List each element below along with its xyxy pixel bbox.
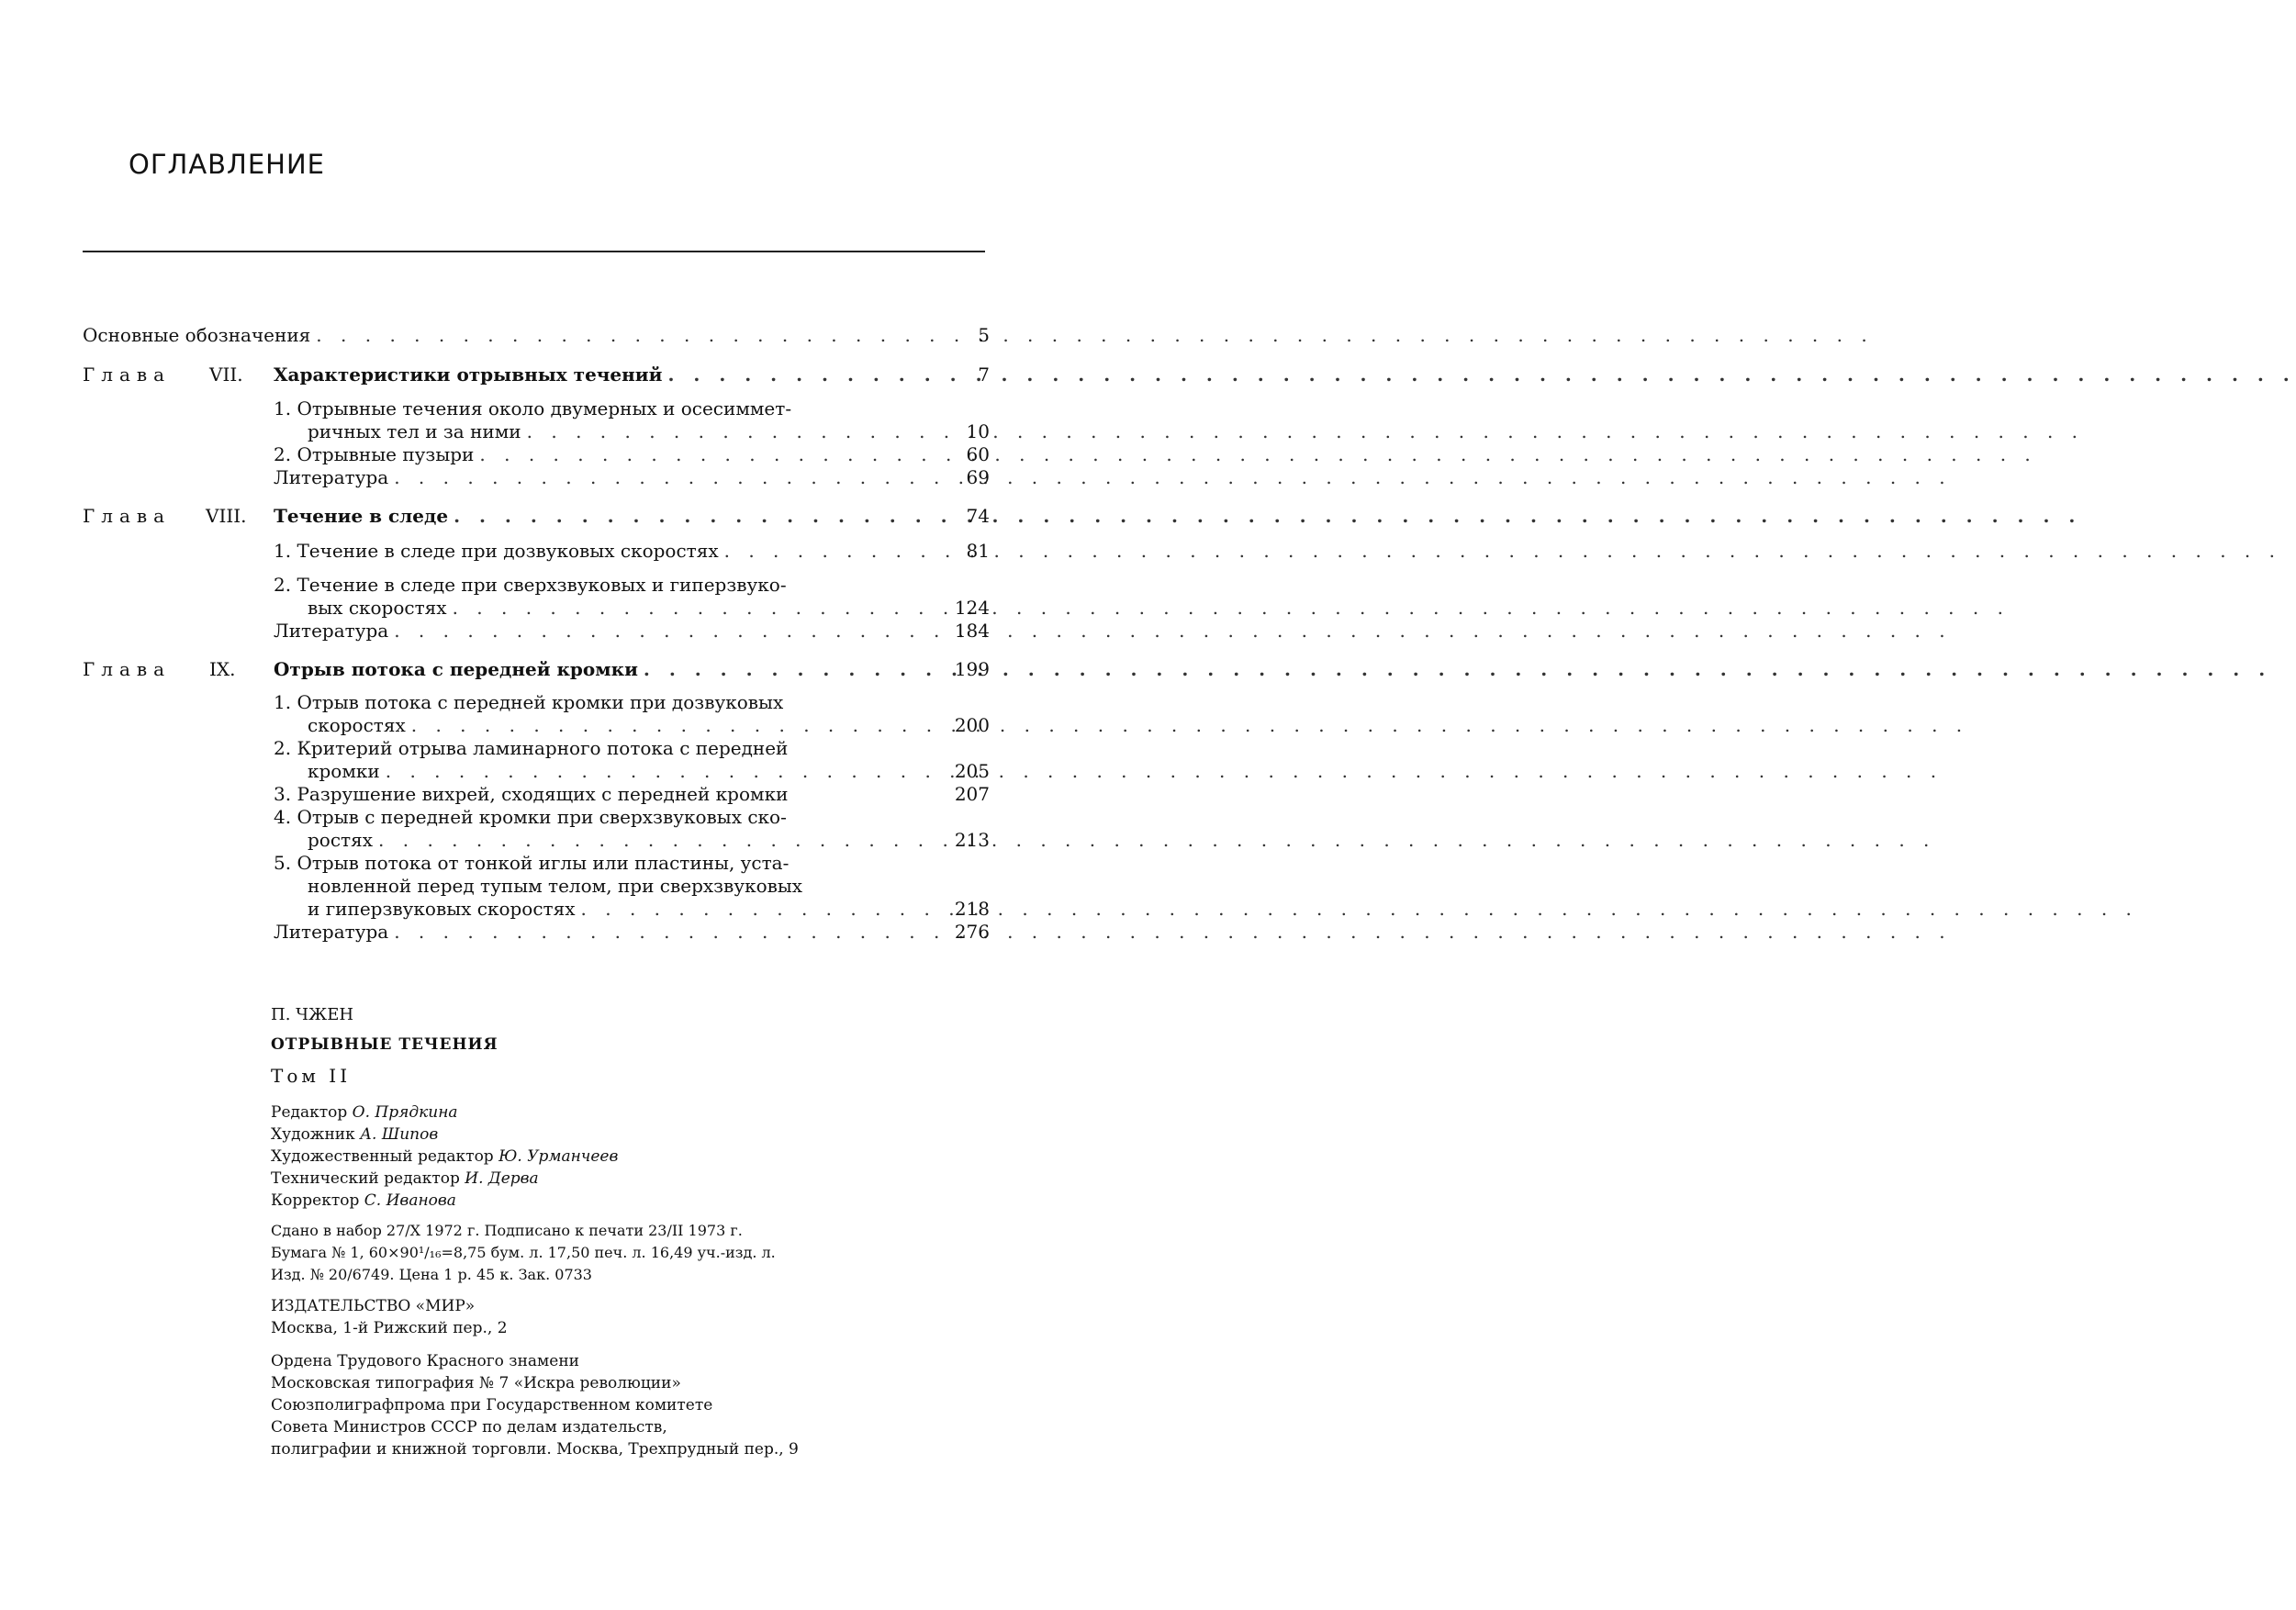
- leader-dots: [581, 898, 2138, 921]
- toc-entry[interactable]: [308, 898, 909, 921]
- credit-name: Ю. Урманчеев: [498, 1147, 619, 1166]
- chapter-prefix: Глава: [83, 658, 172, 680]
- toc-page-number: 124: [954, 597, 990, 619]
- toc-page-number: 60: [966, 443, 990, 465]
- toc-page-number: 276: [954, 921, 990, 943]
- toc-page-number: 10: [966, 420, 990, 442]
- chapter-title: Течение в следе: [274, 505, 449, 527]
- toc-entry[interactable]: [308, 714, 909, 737]
- credit-tech-editor: [271, 1168, 539, 1189]
- printer-line: Ордена Трудового Красного знамени: [271, 1352, 579, 1370]
- toc-entry-label: вых скоростях: [308, 597, 447, 619]
- leader-dots: [378, 829, 1935, 852]
- leader-dots: [454, 505, 2081, 528]
- toc-entry[interactable]: [274, 540, 909, 563]
- printer-line: Московская типография № 7 «Искра революции»: [271, 1374, 681, 1392]
- toc-chapter-ix[interactable]: [274, 658, 909, 681]
- credit-role: Редактор: [271, 1103, 348, 1122]
- printer-line: полиграфии и книжной торговли. Москва, Трехпрудный пер., 9: [271, 1440, 799, 1459]
- credit-role: Корректор: [271, 1191, 360, 1210]
- toc-entry-intro[interactable]: [83, 324, 909, 347]
- credit-name: О. Прядкина: [352, 1103, 458, 1122]
- toc-entry-label: 2. Отрывные пузыри: [274, 443, 475, 465]
- toc-entry-label: и гиперзвуковых скоростях: [308, 898, 576, 920]
- toc-entry-label: скоростях: [308, 714, 406, 736]
- toc-page-number: 81: [966, 540, 990, 562]
- toc-page-number: 69: [966, 466, 990, 488]
- leader-dots: [394, 620, 1951, 643]
- toc-page-number: 205: [954, 760, 990, 782]
- toc-page-number: 199: [954, 658, 990, 680]
- credit-artist: [271, 1124, 438, 1145]
- toc-entry[interactable]: [308, 760, 909, 783]
- chapter-number: IX.: [209, 658, 236, 680]
- chapter-title: Характеристики отрывных течений: [274, 363, 663, 386]
- toc-entry-label: Основные обозначения: [83, 324, 311, 346]
- author-name: П. ЧЖЕН: [271, 1005, 354, 1024]
- toc-entry-label: 1. Течение в следе при дозвуковых скоростях: [274, 540, 719, 562]
- credit-name: И. Дерва: [465, 1169, 539, 1188]
- volume-label: Том II: [271, 1065, 352, 1087]
- leader-dots: [644, 658, 2271, 681]
- printer-line: Совета Министров СССР по делам издательств,: [271, 1418, 667, 1437]
- toc-entry-line[interactable]: 5. Отрыв потока от тонкой иглы или пластины, уста-: [274, 852, 790, 874]
- toc-entry-line[interactable]: 2. Течение в следе при сверхзвуковых и гиперзвуко-: [274, 574, 787, 596]
- toc-chapter-viii[interactable]: [274, 505, 909, 528]
- toc-entry[interactable]: [308, 420, 909, 443]
- toc-entry-literature[interactable]: [274, 921, 909, 944]
- book-title: ОТРЫВНЫЕ ТЕЧЕНИЯ: [271, 1035, 498, 1054]
- leader-dots: [316, 324, 1873, 347]
- print-info-line: Сдано в набор 27/X 1972 г. Подписано к печати 23/II 1973 г.: [271, 1222, 743, 1239]
- toc-entry[interactable]: [274, 783, 909, 806]
- chapter-prefix: Глава: [83, 505, 172, 527]
- leader-dots: [453, 597, 2010, 620]
- toc-entry[interactable]: [308, 829, 909, 852]
- credit-editor: [271, 1102, 458, 1123]
- toc-entry-literature[interactable]: [274, 620, 909, 643]
- toc-entry-label: 3. Разрушение вихрей, сходящих с передней кромки: [274, 783, 789, 805]
- toc-page-number: 218: [954, 898, 990, 920]
- credit-name: С. Иванова: [364, 1191, 456, 1210]
- chapter-number: VIII.: [206, 505, 247, 527]
- print-info-line: Бумага № 1, 60×90¹/₁₆=8,75 бум. л. 17,50 печ. л. 16,49 уч.-изд. л.: [271, 1244, 776, 1261]
- leader-dots: [394, 466, 1951, 489]
- toc-entry-label: ричных тел и за ними: [308, 420, 521, 442]
- toc-page-number: 184: [954, 620, 990, 642]
- toc-entry-label: Литература: [274, 466, 389, 488]
- publisher-name: ИЗДАТЕЛЬСТВО «МИР»: [271, 1297, 476, 1315]
- leader-dots: [394, 921, 1951, 944]
- toc-page-number: 207: [954, 783, 990, 805]
- credit-art-editor: [271, 1146, 618, 1167]
- credit-proofreader: [271, 1191, 456, 1211]
- toc-page-number: 5: [978, 324, 990, 346]
- toc-page-number: 7: [978, 363, 990, 386]
- toc-entry[interactable]: [274, 443, 909, 466]
- toc-page-number: 200: [954, 714, 990, 736]
- toc-entry-label: Литература: [274, 620, 389, 642]
- leader-dots: [386, 760, 1943, 783]
- toc-entry-label: кромки: [308, 760, 380, 782]
- chapter-prefix: Глава: [83, 363, 172, 386]
- chapter-title: Отрыв потока с передней кромки: [274, 658, 638, 680]
- toc-entry-literature[interactable]: [274, 466, 909, 489]
- page-title: ОГЛАВЛЕНИЕ: [129, 149, 326, 180]
- leader-dots: [667, 363, 2295, 386]
- credit-role: Художник: [271, 1125, 355, 1144]
- credit-name: А. Шипов: [360, 1125, 439, 1144]
- printer-line: Союзполиграфпрома при Государственном комитете: [271, 1396, 713, 1414]
- toc-page-number: 213: [954, 829, 990, 851]
- toc-entry-line[interactable]: 1. Отрывные течения около двумерных и осесиммет-: [274, 397, 792, 419]
- print-info-line: Изд. № 20/6749. Цена 1 р. 45 к. Зак. 0733: [271, 1266, 592, 1283]
- toc-entry-line[interactable]: 2. Критерий отрыва ламинарного потока с передней: [274, 737, 789, 759]
- leader-dots: [479, 443, 2036, 466]
- chapter-number: VII.: [209, 363, 243, 386]
- toc-entry-line[interactable]: 1. Отрыв потока с передней кромки при дозвуковых: [274, 691, 784, 713]
- publisher-address: Москва, 1-й Рижский пер., 2: [271, 1319, 508, 1337]
- toc-entry-line[interactable]: новленной перед тупым телом, при сверхзвуковых: [308, 875, 803, 897]
- toc-entry-line[interactable]: 4. Отрыв с передней кромки при сверхзвуковых ско-: [274, 806, 787, 828]
- leader-dots: [411, 714, 1968, 737]
- toc-chapter-vii[interactable]: [274, 363, 909, 386]
- credit-role: Технический редактор: [271, 1169, 460, 1188]
- leader-dots: [527, 420, 2084, 443]
- toc-entry[interactable]: [308, 597, 909, 620]
- toc-entry-label: ростях: [308, 829, 374, 851]
- toc-entry-label: Литература: [274, 921, 389, 943]
- toc-page-number: 74: [966, 505, 990, 527]
- title-rule: [83, 251, 985, 252]
- credit-role: Художественный редактор: [271, 1147, 494, 1166]
